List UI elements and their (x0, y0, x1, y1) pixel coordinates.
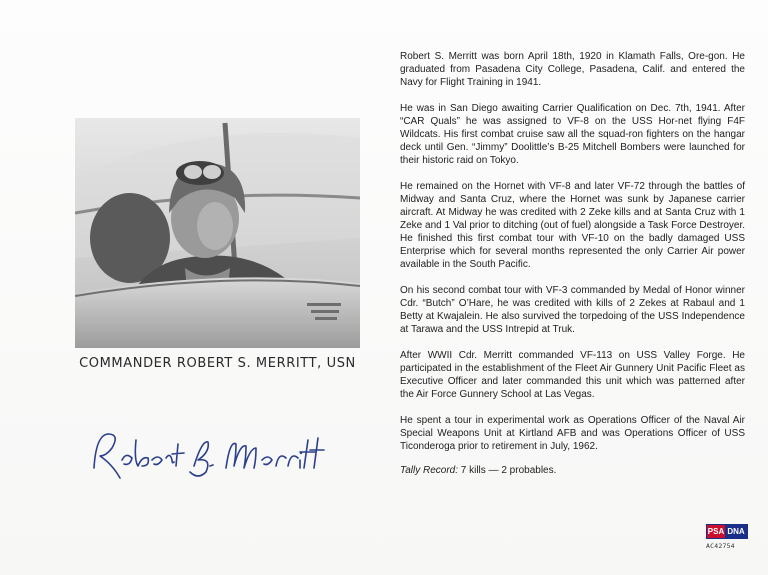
bio-paragraph: After WWII Cdr. Merritt commanded VF-113 on USS Valley Forge. He participated in the establishment of the Fleet Air Gunnery Unit Pacific Fleet as Executive Officer and later commanded this unit which was patterned after the Air Force Gunnery School at Las Vegas. (400, 350, 745, 400)
bio-paragraph: He was in San Diego awaiting Carrier Qualification on Dec. 7th, 1941. After “CAR Quals” he was assigned to VF-8 on the USS Hor-net flying F4F Wildcats. His first combat cruise saw all the squad-ron fighters on the hangar deck until Gen. “Jimmy” Doolittle’s B-25 Mitchell Bombers were launched for their historic raid on Tokyo. (400, 103, 745, 166)
psa-dna-logo (706, 524, 748, 539)
bio-paragraph: On his second combat tour with VF-3 commanded by Medal of Honor winner Cdr. “Butch” O’Hare, he was credited with kills of 2 Zekes at Rabaul and 1 Betty at Kwajalein. He also survived the torpedoing of the USS Independence at Tarawa and the USS Intrepid at Truk. (400, 285, 745, 335)
bio-paragraph: Robert S. Merritt was born April 18th, 1920 in Klamath Falls, Ore-gon. He graduated from Pasadena City College, Pasadena, Calif. and entered the Navy for Flight Training in 1941. (400, 51, 745, 88)
tally-record (400, 464, 745, 477)
photo-caption: COMMANDER ROBERT S. MERRITT, USN (79, 356, 356, 371)
psa-logo-text: PSA (707, 527, 725, 536)
pilot-photo (75, 118, 360, 348)
authentication-sticker (706, 524, 750, 554)
authentication-code: AC42754 (706, 542, 735, 550)
tally-label: Tally Record: (400, 465, 458, 476)
bio-paragraph: He spent a tour in experimental work as Operations Officer of the Naval Air Special Weapons Unit at Kirtland AFB and was Operations Officer of USS Ticonderoga prior to retirement in July, 1962. (400, 415, 745, 452)
bio-paragraph: He remained on the Hornet with VF-8 and later VF-72 through the battles of Midway and Santa Cruz, where the Hornet was sunk by Japanese carrier aircraft. At Midway he was credited with 2 Zeke kills and at Santa Cruz with 1 Zeke and 1 Val prior to ditching (out of fuel) alongside a Task Force Destroyer. He finished this first combat tour with VF-10 on the badly damaged USS Enterprise which for several months represented the only Carrier Air power available in the South Pacific. (400, 181, 745, 270)
dna-logo-text: DNA (725, 525, 747, 538)
pilot-in-cockpit-image (75, 118, 360, 348)
biography-text (400, 50, 745, 490)
signature-image (86, 420, 326, 490)
tally-value: 7 kills — 2 probables. (458, 465, 557, 476)
